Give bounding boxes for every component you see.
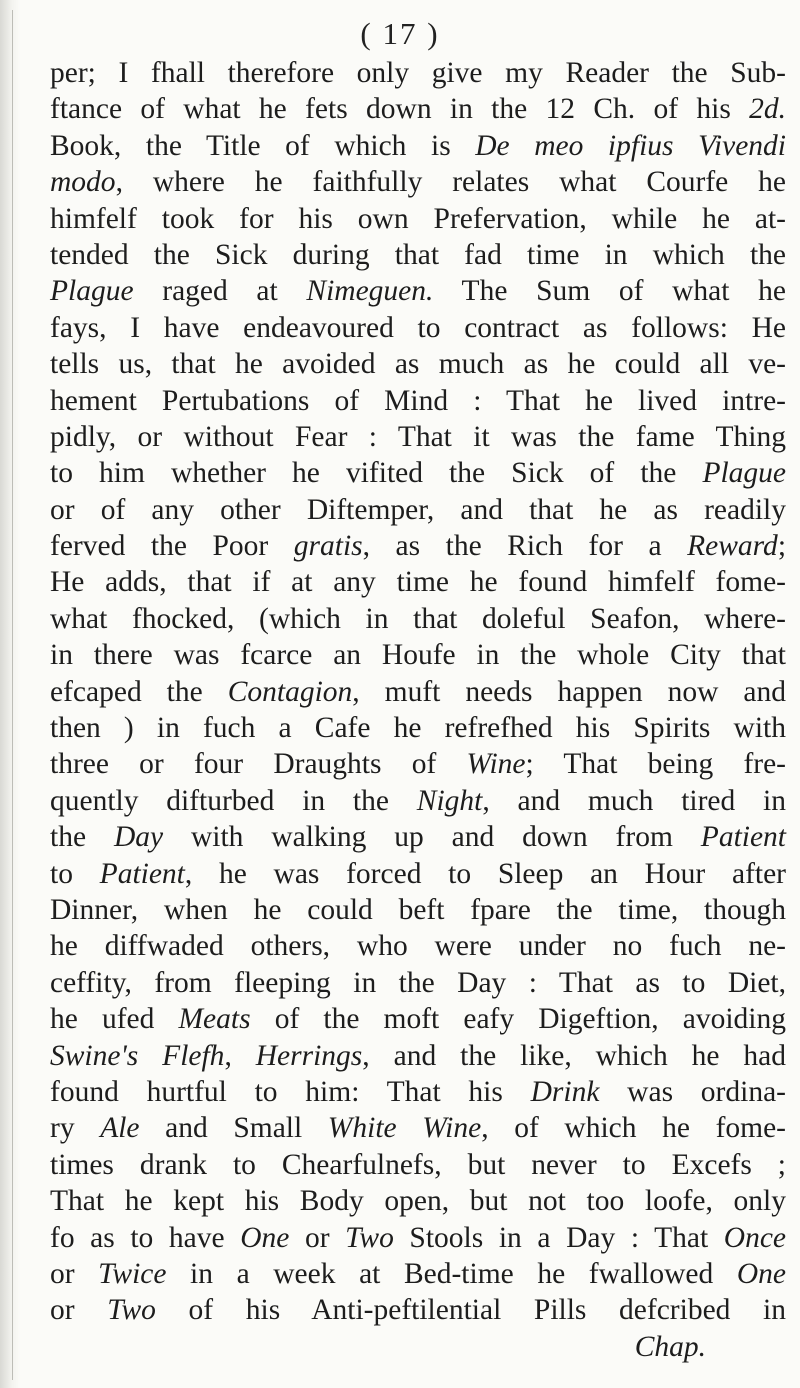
italic-run: Meats bbox=[178, 1003, 251, 1036]
text-run: fo as to have bbox=[50, 1221, 241, 1254]
italic-run: Reward bbox=[687, 530, 778, 563]
text-run: and Small bbox=[139, 1112, 328, 1145]
italic-run: Plague bbox=[50, 275, 134, 308]
text-line bbox=[50, 892, 786, 928]
text-run: the bbox=[50, 821, 114, 854]
text-run: tells us, that he avoided as much as he could all ve- bbox=[50, 348, 786, 381]
text-line bbox=[50, 201, 786, 237]
text-line bbox=[50, 492, 786, 528]
italic-run: Herrings bbox=[255, 1039, 363, 1072]
text-run: Dinner, when he could beft fpare the time, though bbox=[50, 893, 786, 926]
text-line bbox=[50, 237, 786, 273]
text-line bbox=[50, 455, 786, 491]
italic-run: White Wine bbox=[327, 1112, 482, 1145]
italic-run: Patient bbox=[700, 821, 786, 854]
text-run: raged at bbox=[133, 275, 307, 308]
text-run: himfelf took for his own Prefervation, while he at- bbox=[50, 202, 786, 235]
text-run: in a week at Bed-time he fwallowed bbox=[166, 1257, 737, 1290]
text-run: , he was forced to Sleep an Hour after bbox=[184, 857, 787, 890]
italic-run: Twice bbox=[98, 1257, 167, 1290]
text-run: , muft needs happen now and bbox=[352, 675, 787, 708]
text-line bbox=[50, 746, 786, 782]
text-run: to bbox=[50, 857, 100, 890]
text-run: pidly, or without Fear : That it was the fame Thing bbox=[50, 420, 786, 453]
text-run: of the moft eafy Digeftion, avoiding bbox=[250, 1003, 786, 1036]
italic-run: 2d. bbox=[749, 93, 786, 126]
text-run: what fhocked, (which in that doleful Seafon, where- bbox=[50, 602, 786, 635]
text-run: per; I fhall therefore only give my Reader the Sub- bbox=[50, 57, 786, 89]
text-line bbox=[50, 1292, 786, 1328]
italic-run: Drink bbox=[530, 1075, 600, 1108]
italic-run: Once bbox=[723, 1221, 787, 1254]
text-run: ; That being fre- bbox=[525, 748, 787, 781]
text-line bbox=[50, 637, 786, 673]
text-line bbox=[50, 783, 786, 819]
text-run: That he kept his Body open, but not too loofe, only bbox=[50, 1185, 786, 1218]
page-number: ( 17 ) bbox=[360, 16, 440, 51]
text-run: ; bbox=[777, 530, 787, 563]
italic-run: Ale bbox=[100, 1112, 140, 1145]
text-run: or bbox=[289, 1221, 346, 1254]
text-run: ferved the Poor bbox=[50, 530, 294, 563]
italic-run: Nimeguen. bbox=[306, 275, 434, 308]
text-run: , and much tired in bbox=[482, 784, 787, 817]
italic-run: Two bbox=[107, 1294, 156, 1327]
body-text bbox=[50, 55, 786, 1365]
text-line bbox=[50, 528, 786, 564]
text-line bbox=[50, 1183, 786, 1219]
text-run: then ) in fuch a Cafe he refrefhed his Spirits with bbox=[50, 712, 786, 745]
italic-run: Wine bbox=[466, 748, 526, 781]
text-line bbox=[50, 710, 786, 746]
italic-run: De meo ipfius Vivendi bbox=[475, 129, 786, 162]
text-run: tended the Sick during that fad time in which the bbox=[50, 238, 786, 271]
text-run: he ufed bbox=[50, 1003, 179, 1036]
italic-run: One bbox=[240, 1221, 290, 1254]
text-run: , where he faithfully relates what Courfe he bbox=[115, 166, 786, 199]
text-line bbox=[50, 91, 786, 127]
text-line bbox=[50, 383, 786, 419]
text-run: of his Anti-peftilential Pills defcribed in bbox=[155, 1294, 787, 1327]
text-line bbox=[50, 601, 786, 637]
text-run: efcaped the bbox=[50, 675, 228, 708]
text-run: was ordina- bbox=[599, 1075, 786, 1108]
text-line bbox=[50, 1256, 786, 1292]
text-line bbox=[50, 674, 786, 710]
text-run: he diffwaded others, who were under no fuch ne- bbox=[50, 930, 786, 963]
text-run: fays, I have endeavoured to contract as follows: He bbox=[50, 311, 786, 344]
text-line bbox=[50, 564, 786, 600]
italic-run: Day bbox=[113, 821, 164, 854]
text-line bbox=[50, 273, 786, 309]
text-line bbox=[50, 1001, 786, 1037]
text-run: found hurtful to him: That his bbox=[50, 1075, 531, 1108]
text-run: or bbox=[50, 1257, 99, 1290]
text-run: with walking up and down from bbox=[163, 821, 701, 854]
text-run: hement Pertubations of Mind : That he lived intre- bbox=[50, 384, 786, 417]
text-run: times drank to Chearfulnefs, but never to Excefs ; bbox=[50, 1148, 786, 1181]
text-line bbox=[50, 965, 786, 1001]
italic-run: Two bbox=[345, 1221, 394, 1254]
text-line bbox=[50, 128, 786, 164]
text-line bbox=[50, 1038, 786, 1074]
italic-run: modo bbox=[50, 166, 116, 199]
text-line bbox=[50, 346, 786, 382]
text-run: , bbox=[224, 1039, 256, 1072]
text-run: ceffity, from fleeping in the Day : That as to Diet, bbox=[50, 966, 786, 999]
italic-run: Swine's Flefh bbox=[50, 1039, 225, 1072]
italic-run: gratis bbox=[293, 530, 363, 563]
text-run: three or four Draughts of bbox=[50, 748, 467, 781]
italic-run: Patient bbox=[99, 857, 185, 890]
italic-run: One bbox=[736, 1257, 787, 1290]
text-line bbox=[50, 1147, 786, 1183]
italic-run: Night bbox=[416, 784, 483, 817]
text-run: ry bbox=[50, 1112, 101, 1145]
italic-run: Plague bbox=[702, 457, 786, 490]
binding-shadow bbox=[0, 0, 20, 1388]
text-run: The Sum of what he bbox=[433, 275, 786, 308]
text-run: in there was fcarce an Houfe in the whole City that bbox=[50, 639, 786, 672]
text-run: quently difturbed in the bbox=[50, 784, 417, 817]
text-line bbox=[50, 856, 786, 892]
text-line bbox=[50, 164, 786, 200]
text-line bbox=[50, 419, 786, 455]
text-run: or of any other Diftemper, and that he as readily bbox=[50, 493, 786, 526]
text-line bbox=[50, 819, 786, 855]
text-line bbox=[50, 928, 786, 964]
text-line bbox=[50, 310, 786, 346]
text-run: to him whether he vifited the Sick of the bbox=[50, 457, 703, 490]
text-run: or bbox=[50, 1294, 108, 1327]
catchword: Chap. bbox=[634, 1330, 706, 1363]
italic-run: Contagion bbox=[227, 675, 353, 708]
text-run: , as the Rich for a bbox=[362, 530, 688, 563]
text-line bbox=[50, 1110, 786, 1146]
text-run: , of which he fome- bbox=[481, 1112, 787, 1145]
text-line bbox=[50, 55, 786, 91]
text-run: He adds, that if at any time he found himfelf fome- bbox=[50, 566, 786, 599]
text-run: ftance of what he fets down in the 12 Ch. of his bbox=[50, 93, 750, 126]
text-run: Book, the Title of which is bbox=[50, 129, 476, 162]
binding-line bbox=[12, 10, 13, 1380]
text-line bbox=[50, 1074, 786, 1110]
text-run: Stools in a Day : That bbox=[393, 1221, 724, 1254]
text-line bbox=[50, 1220, 786, 1256]
text-run: , and the like, which he had bbox=[362, 1039, 787, 1072]
